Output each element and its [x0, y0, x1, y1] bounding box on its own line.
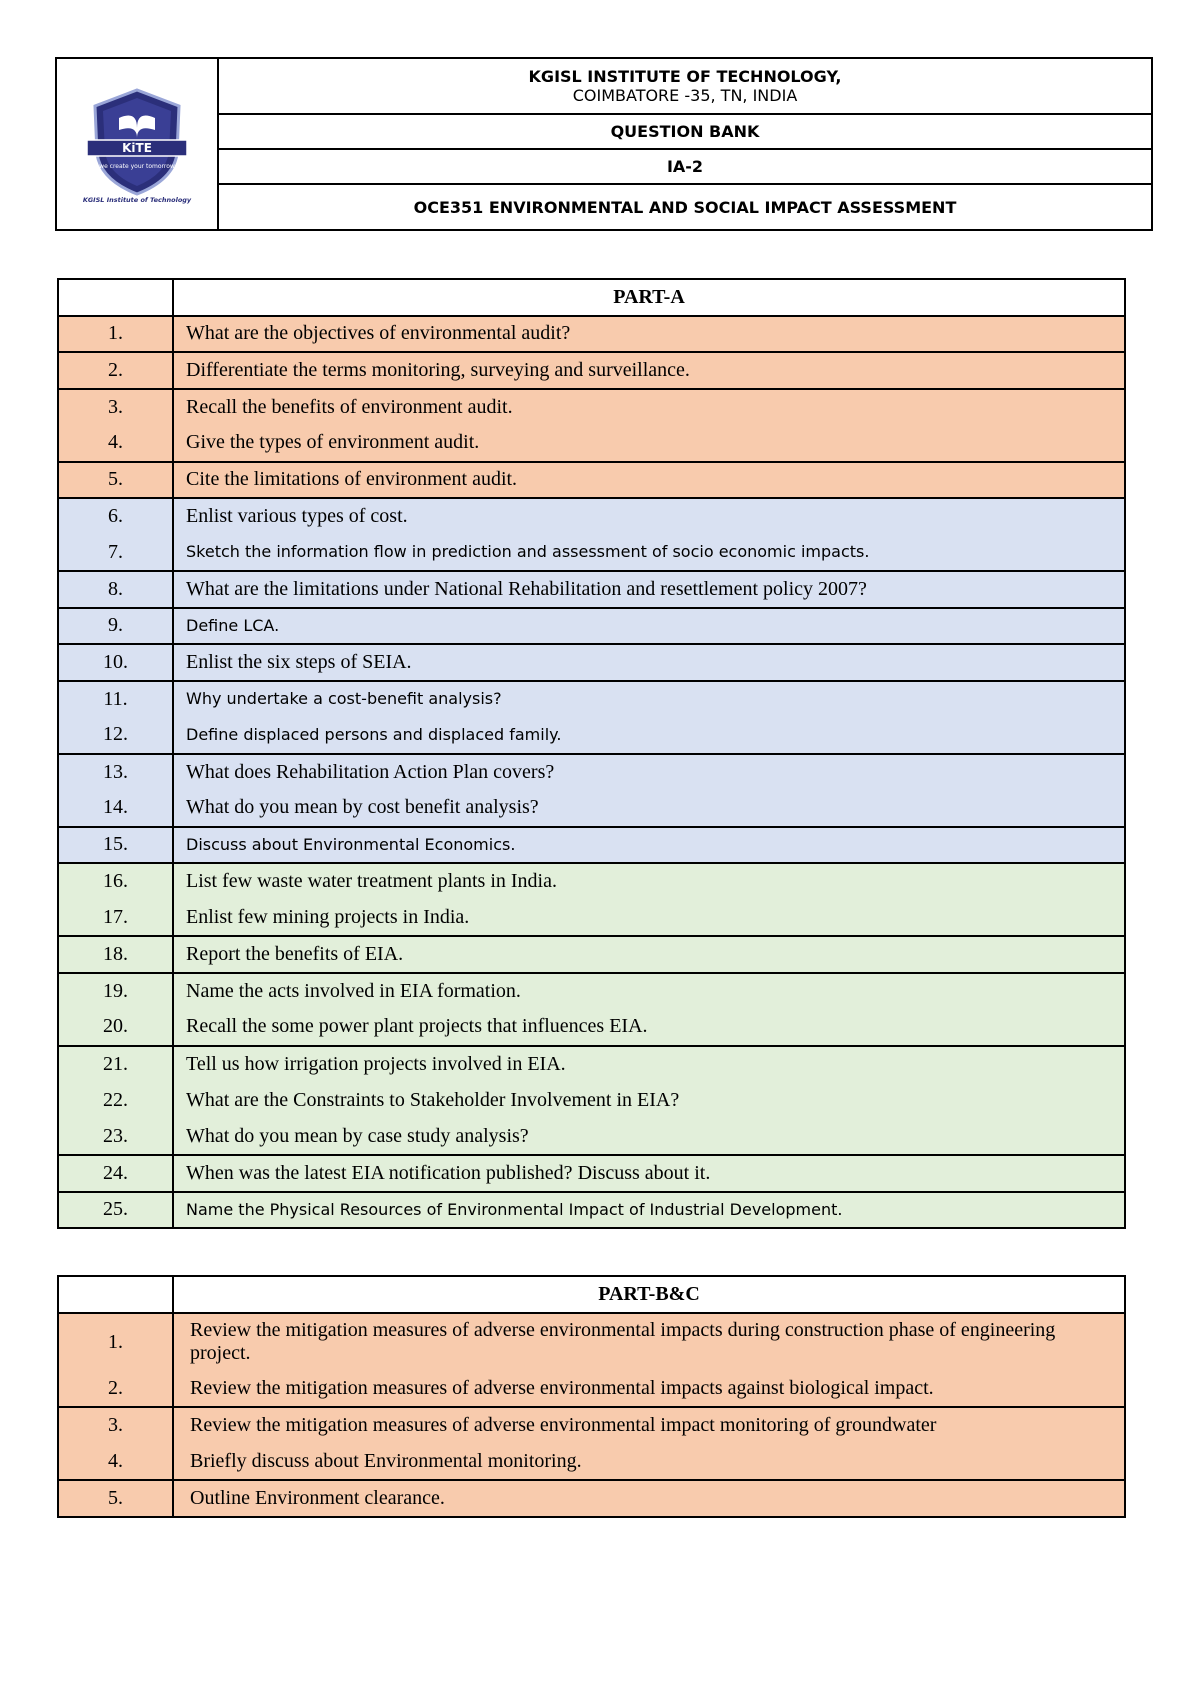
- question-row: [58, 754, 1125, 791]
- question-row: [58, 425, 1125, 462]
- question-text: Outline Environment clearance.: [173, 1480, 1125, 1517]
- question-row: [58, 1192, 1125, 1229]
- question-number: 2.: [58, 1371, 173, 1408]
- question-number: 24.: [58, 1155, 173, 1192]
- question-row: [58, 1155, 1125, 1192]
- question-number: 19.: [58, 973, 173, 1010]
- question-number: 4.: [58, 1444, 173, 1481]
- question-text: Cite the limitations of environment audit.: [173, 462, 1125, 499]
- question-number: 8.: [58, 571, 173, 608]
- question-text: Sketch the information flow in prediction and assessment of socio economic impacts.: [173, 535, 1125, 572]
- question-text: Review the mitigation measures of adverse environmental impacts during construction phase of engineering project.: [173, 1313, 1125, 1371]
- question-number: 9.: [58, 608, 173, 645]
- question-number: 12.: [58, 717, 173, 754]
- question-row: [58, 535, 1125, 572]
- part-bc-header-num: [58, 1276, 173, 1313]
- question-row: [58, 352, 1125, 389]
- question-row: [58, 1407, 1125, 1444]
- question-row: [58, 717, 1125, 754]
- question-number: 13.: [58, 754, 173, 791]
- question-text: List few waste water treatment plants in India.: [173, 863, 1125, 900]
- question-row: [58, 1119, 1125, 1156]
- question-number: 5.: [58, 462, 173, 499]
- question-number: 6.: [58, 498, 173, 535]
- question-row: [58, 608, 1125, 645]
- question-text: Name the acts involved in EIA formation.: [173, 973, 1125, 1010]
- question-number: 5.: [58, 1480, 173, 1517]
- question-text: What do you mean by cost benefit analysis?: [173, 790, 1125, 827]
- part-a-header-num: [58, 279, 173, 316]
- question-number: 21.: [58, 1046, 173, 1083]
- question-row: [58, 1046, 1125, 1083]
- institute-name: [219, 59, 1151, 115]
- header-info: [219, 59, 1151, 229]
- question-text: Recall the some power plant projects that influences EIA.: [173, 1009, 1125, 1046]
- question-row: [58, 389, 1125, 426]
- question-number: 1.: [58, 1313, 173, 1371]
- question-number: 18.: [58, 936, 173, 973]
- question-text: Tell us how irrigation projects involved in EIA.: [173, 1046, 1125, 1083]
- question-text: Enlist few mining projects in India.: [173, 900, 1125, 937]
- course-title: OCE351 ENVIRONMENTAL AND SOCIAL IMPACT ASSESSMENT: [413, 197, 957, 217]
- svg-text:we create your tomorrow: we create your tomorrow: [99, 163, 175, 170]
- question-number: 3.: [58, 389, 173, 426]
- question-number: 10.: [58, 644, 173, 681]
- question-row: [58, 571, 1125, 608]
- question-text: Give the types of environment audit.: [173, 425, 1125, 462]
- institute-logo: [77, 84, 197, 204]
- question-number: 4.: [58, 425, 173, 462]
- question-number: 25.: [58, 1192, 173, 1229]
- question-text: Why undertake a cost-benefit analysis?: [173, 681, 1125, 718]
- institute-line-2: COIMBATORE -35, TN, INDIA: [572, 86, 798, 105]
- part-bc-table: [57, 1275, 1126, 1518]
- doc-type: QUESTION BANK: [219, 115, 1151, 150]
- question-text: Enlist various types of cost.: [173, 498, 1125, 535]
- institute-line-1: KGISL INSTITUTE OF TECHNOLOGY,: [528, 67, 842, 86]
- question-row: [58, 1480, 1125, 1517]
- question-number: 23.: [58, 1119, 173, 1156]
- question-row: [58, 1082, 1125, 1119]
- part-a-header-row: [58, 279, 1125, 316]
- question-text: Enlist the six steps of SEIA.: [173, 644, 1125, 681]
- question-row: [58, 462, 1125, 499]
- question-text: What are the limitations under National Rehabilitation and resettlement policy 2007?: [173, 571, 1125, 608]
- question-number: 17.: [58, 900, 173, 937]
- question-row: [58, 936, 1125, 973]
- question-row: [58, 644, 1125, 681]
- question-text: What do you mean by case study analysis?: [173, 1119, 1125, 1156]
- question-row: [58, 681, 1125, 718]
- question-row: [58, 1313, 1125, 1371]
- logo-cell: [57, 59, 219, 229]
- question-row: [58, 498, 1125, 535]
- svg-text:KiTE: KiTE: [122, 141, 152, 155]
- question-row: [58, 863, 1125, 900]
- part-a-title: PART-A: [173, 279, 1125, 316]
- question-number: 20.: [58, 1009, 173, 1046]
- question-row: [58, 316, 1125, 353]
- question-text: Name the Physical Resources of Environmental Impact of Industrial Development.: [173, 1192, 1125, 1229]
- question-text: Discuss about Environmental Economics.: [173, 827, 1125, 864]
- question-text: Review the mitigation measures of adverse environmental impact monitoring of groundwater: [173, 1407, 1125, 1444]
- question-text: What are the objectives of environmental audit?: [173, 316, 1125, 353]
- part-bc-title: PART-B&C: [173, 1276, 1125, 1313]
- question-number: 11.: [58, 681, 173, 718]
- exam-label: IA-2: [219, 150, 1151, 185]
- question-row: [58, 900, 1125, 937]
- part-a-table: [57, 278, 1126, 1229]
- question-row: [58, 973, 1125, 1010]
- svg-text:KGISL Institute of Technology: KGISL Institute of Technology: [82, 196, 192, 204]
- question-number: 2.: [58, 352, 173, 389]
- question-number: 7.: [58, 535, 173, 572]
- question-number: 16.: [58, 863, 173, 900]
- question-text: Briefly discuss about Environmental monitoring.: [173, 1444, 1125, 1481]
- question-row: [58, 827, 1125, 864]
- question-number: 15.: [58, 827, 173, 864]
- question-row: [58, 1009, 1125, 1046]
- question-number: 1.: [58, 316, 173, 353]
- question-row: [58, 790, 1125, 827]
- document-header: [55, 57, 1153, 231]
- question-text: What does Rehabilitation Action Plan covers?: [173, 754, 1125, 791]
- question-text: Report the benefits of EIA.: [173, 936, 1125, 973]
- question-number: 22.: [58, 1082, 173, 1119]
- question-text: When was the latest EIA notification published? Discuss about it.: [173, 1155, 1125, 1192]
- question-text: Define LCA.: [173, 608, 1125, 645]
- question-text: Define displaced persons and displaced family.: [173, 717, 1125, 754]
- question-row: [58, 1444, 1125, 1481]
- question-number: 3.: [58, 1407, 173, 1444]
- question-number: 14.: [58, 790, 173, 827]
- question-text: Recall the benefits of environment audit.: [173, 389, 1125, 426]
- question-text: Review the mitigation measures of adverse environmental impacts against biological impact.: [173, 1371, 1125, 1408]
- question-row: [58, 1371, 1125, 1408]
- question-text: What are the Constraints to Stakeholder Involvement in EIA?: [173, 1082, 1125, 1119]
- question-text: Differentiate the terms monitoring, surveying and surveillance.: [173, 352, 1125, 389]
- part-bc-header-row: [58, 1276, 1125, 1313]
